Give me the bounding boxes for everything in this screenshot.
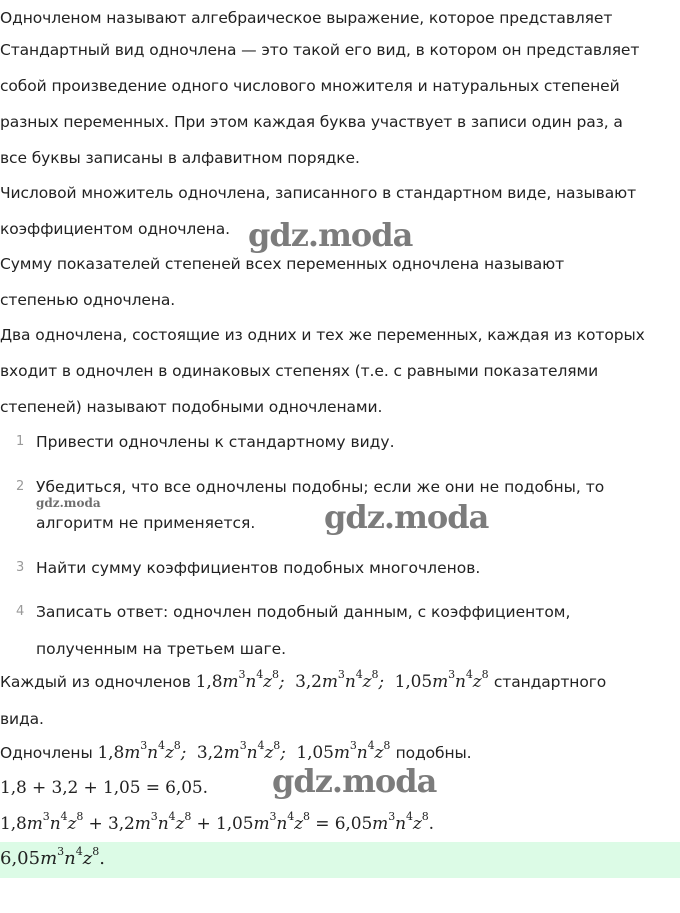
list-item-text-continued: полученным на третьем шаге. bbox=[36, 640, 287, 658]
definition-monomial: Одночленом называют алгебраическое выражение, которое представляет bbox=[0, 9, 613, 27]
standard-form-line-1: Стандартный вид одночлена — это такой его вид, в котором он представляет bbox=[0, 41, 640, 59]
coefficient: 6,05 bbox=[334, 814, 373, 834]
coefficient: 1,8 bbox=[97, 743, 125, 763]
monomial-list: $1,8m^3n^4z^8$; $3,2m^3n^4z^8$; $1,05m^3n^4z^8$ bbox=[195, 668, 489, 692]
degree-line-1: Сумму показателей степеней всех переменных одночлена называют bbox=[0, 255, 565, 273]
watermark-logo: gdz.moda bbox=[324, 498, 489, 536]
answer: $6,05m^3n^4z^8$. bbox=[0, 845, 105, 869]
list-item-number: 3 bbox=[16, 560, 25, 575]
list-item-text: Найти сумму коэффициентов подобных многочленов. bbox=[36, 559, 481, 577]
degree-line-2: степенью одночлена. bbox=[0, 291, 176, 309]
coefficient: 1,05 bbox=[296, 743, 334, 763]
coefficient: 3,2 bbox=[295, 672, 322, 692]
solution-line-continued: вида. bbox=[0, 710, 44, 728]
similar-line-2: входит в одночлен в одинаковых степенях (т.е. с равными показателями bbox=[0, 362, 599, 380]
list-item-number: 2 bbox=[16, 479, 25, 494]
coefficient: 1,8 bbox=[195, 672, 223, 692]
coefficient: 1,05 bbox=[216, 814, 254, 834]
list-item-number: 4 bbox=[16, 604, 25, 619]
standard-form-line-4: все буквы записаны в алфавитном порядке. bbox=[0, 149, 360, 167]
coefficient-line-2: коэффициентом одночлена. bbox=[0, 220, 230, 238]
coefficient: 1,05 bbox=[394, 672, 433, 692]
standard-form-line-3: разных переменных. При этом каждая буква участвует в записи один раз, а bbox=[0, 113, 623, 131]
list-item-text: Записать ответ: одночлен подобный данным, с коэффициентом, bbox=[36, 603, 571, 621]
solution-suffix: подобны. bbox=[395, 744, 472, 762]
coefficient-sum bbox=[0, 778, 208, 798]
solution-prefix: Каждый из одночленов bbox=[0, 673, 191, 691]
solution-standard-form-line bbox=[0, 668, 607, 692]
list-item-text-continued: алгоритм не применяется. bbox=[36, 514, 256, 532]
solution-similar-line bbox=[0, 739, 472, 763]
standard-form-line-2: собой произведение одного числового множителя и натуральных степеней bbox=[0, 77, 620, 95]
solution-suffix: стандартного bbox=[493, 673, 607, 691]
answer-box bbox=[0, 842, 680, 878]
list-item-text: Привести одночлены к стандартному виду. bbox=[36, 433, 395, 451]
coefficient: 3,2 bbox=[108, 814, 135, 834]
similar-line-3: степеней) называют подобными одночленами. bbox=[0, 398, 383, 416]
solution-prefix: Одночлены bbox=[0, 744, 93, 762]
list-item-text: Убедиться, что все одночлены подобны; если же они не подобны, то bbox=[36, 478, 605, 496]
watermark-logo: gdz.moda bbox=[272, 762, 437, 800]
monomial-sum: $1,8m^3n^4z^8 + 3,2m^3n^4z^8 + 1,05m^3n^4z^8 = 6,05m^3n^4z^8$. bbox=[0, 810, 434, 834]
coefficient: 1,8 bbox=[0, 814, 27, 834]
coefficient-line-1: Числовой множитель одночлена, записанного в стандартном виде, называют bbox=[0, 184, 636, 202]
monomial-list: $1,8m^3n^4z^8$; $3,2m^3n^4z^8$; $1,05m^3n^4z^8$ bbox=[97, 739, 391, 763]
coefficient-sum-expression: 1,8 + 3,2 + 1,05 = 6,05. bbox=[0, 778, 208, 798]
watermark-logo-small: gdz.moda bbox=[36, 496, 101, 510]
watermark-logo: gdz.moda bbox=[248, 216, 413, 254]
coefficient: 3,2 bbox=[196, 743, 224, 763]
answer-coefficient: 6,05 bbox=[0, 848, 41, 869]
similar-line-1: Два одночлена, состоящие из одних и тех же переменных, каждая из которых bbox=[0, 326, 645, 344]
list-item-number: 1 bbox=[16, 434, 25, 449]
